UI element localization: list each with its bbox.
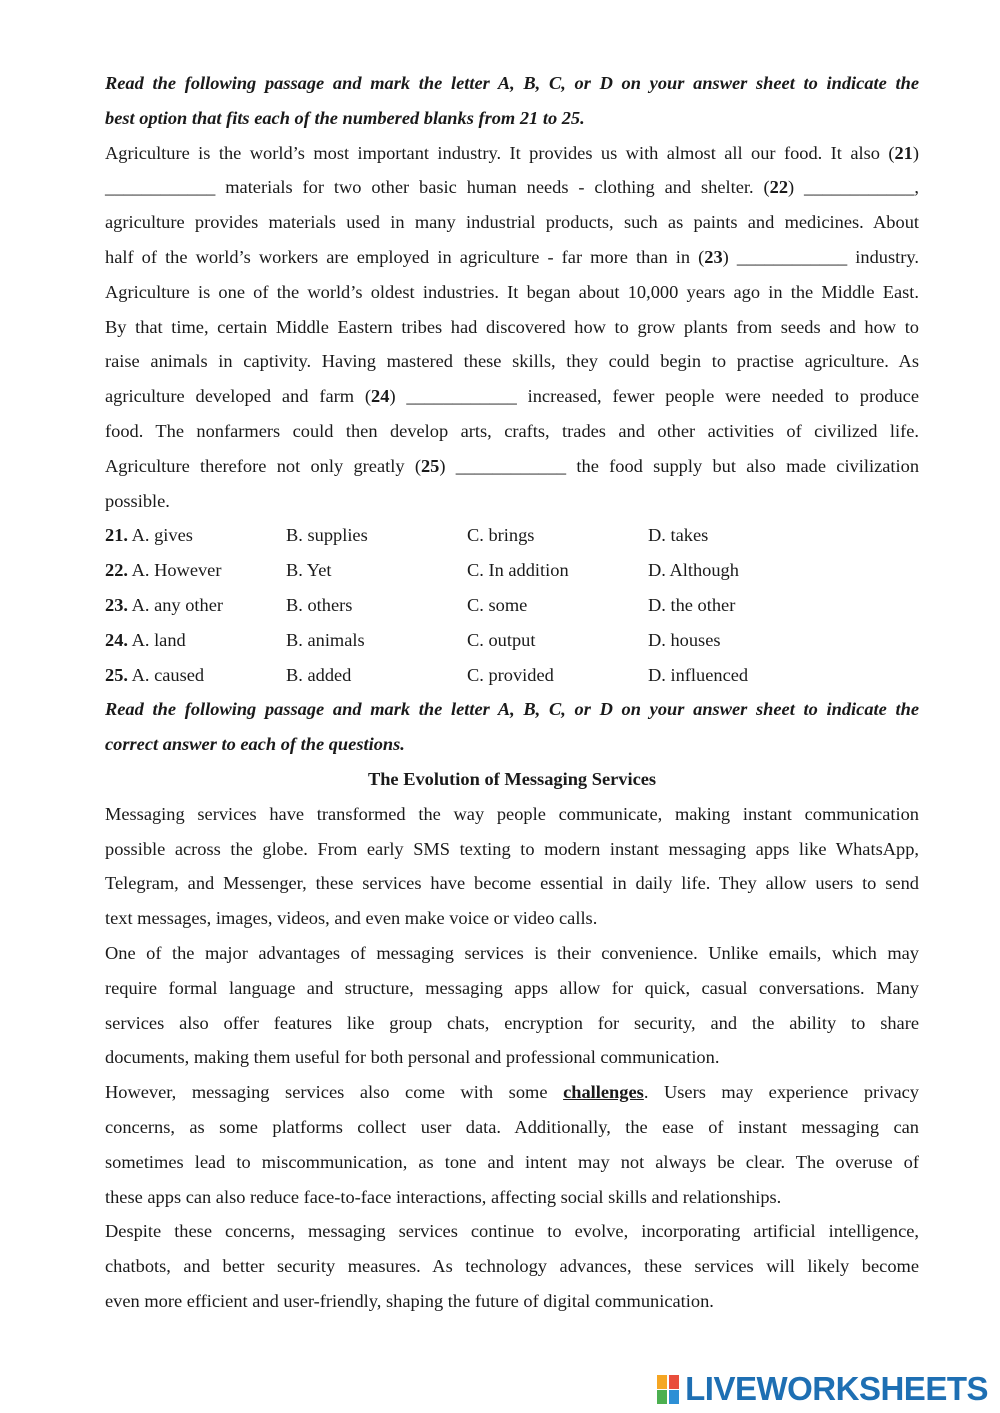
passage-text: possible. <box>105 490 170 511</box>
passage-title: The Evolution of Messaging Services <box>367 768 657 789</box>
question-number: 22. <box>105 560 128 581</box>
option-label: A. any other <box>131 594 224 615</box>
option-d[interactable]: D. influenced <box>648 664 749 685</box>
paragraph-line: Messaging services have transformed the way people communicate, making instant communication <box>105 803 919 824</box>
question-number: 24. <box>105 629 128 650</box>
paragraph-line: concerns, as some platforms collect user data. Additionally, the ease of instant messaging can <box>105 1116 919 1137</box>
passage-text: ) ____________ industry. <box>722 246 919 267</box>
passage-line <box>105 379 919 414</box>
passage-line <box>105 344 919 379</box>
paragraph-3 <box>105 1075 919 1214</box>
option-a[interactable] <box>105 623 286 658</box>
option-a[interactable] <box>105 658 286 693</box>
paragraph-line: services also offer features like group chats, encryption for security, and the ability to share <box>105 1012 919 1033</box>
option-label: A. However <box>131 560 222 581</box>
passage-line <box>105 170 919 205</box>
section2-instruction-line1: Read the following passage and mark the letter A, B, C, or D on your answer sheet to indicate the <box>105 699 919 720</box>
liveworksheets-mark-icon <box>657 1373 681 1405</box>
passage-text: Agriculture is one of the world’s oldest industries. It began about 10,000 years ago in the Middle East. <box>105 281 919 302</box>
question-row <box>105 518 919 553</box>
option-b[interactable]: B. added <box>286 664 352 685</box>
option-a[interactable] <box>105 518 286 553</box>
paragraph-line: sometimes lead to miscommunication, as tone and intent may not always be clear. The overuse of <box>105 1151 919 1172</box>
paragraph-line: text messages, images, videos, and even make voice or video calls. <box>105 908 598 929</box>
passage-line <box>105 414 919 449</box>
option-c[interactable]: C. provided <box>467 664 554 685</box>
option-d[interactable]: D. Although <box>648 560 739 581</box>
passage-text: ____________ materials for two other basic human needs - clothing and shelter. ( <box>105 177 770 198</box>
passage-text: ) ____________ increased, fewer people were needed to produce <box>389 386 919 407</box>
option-a[interactable] <box>105 588 286 623</box>
passage-text: ) <box>912 142 919 163</box>
option-c[interactable]: C. some <box>467 594 528 615</box>
passage-text: By that time, certain Middle Eastern tribes had discovered how to grow plants from seeds and how to <box>105 316 919 337</box>
logo-text: LIVEWORKSHEETS <box>685 1370 988 1407</box>
question-list <box>105 518 919 692</box>
option-b[interactable]: B. supplies <box>286 525 368 546</box>
passage-text: Agriculture is the world’s most important industry. It provides us with almost all our food. It also ( <box>105 142 895 163</box>
blank-number: 21 <box>894 142 913 163</box>
paragraph-line: documents, making them useful for both personal and professional communication. <box>105 1047 720 1068</box>
passage-line <box>105 136 919 171</box>
paragraph-line: require formal language and structure, messaging apps allow for quick, casual conversations. Many <box>105 977 919 998</box>
option-b[interactable]: B. animals <box>286 629 365 650</box>
underlined-word-challenges: challenges <box>563 1082 644 1103</box>
paragraph-line: these apps can also reduce face-to-face interactions, affecting social skills and relationships. <box>105 1186 782 1207</box>
passage-text: half of the world’s workers are employed in agriculture - far more than in ( <box>105 246 705 267</box>
blank-number: 24 <box>371 386 390 407</box>
passage-line <box>105 275 919 310</box>
question-number: 23. <box>105 594 128 615</box>
paragraph-line: possible across the globe. From early SMS texting to modern instant messaging apps like WhatsApp, <box>105 838 919 859</box>
option-d[interactable]: D. takes <box>648 525 709 546</box>
paragraph-line: Despite these concerns, messaging services continue to evolve, incorporating artificial intelligence, <box>105 1221 919 1242</box>
option-b[interactable]: B. others <box>286 594 353 615</box>
passage-text: agriculture provides materials used in many industrial products, such as paints and medicines. About <box>105 212 919 233</box>
passage-text: Agriculture therefore not only greatly ( <box>105 455 421 476</box>
question-number: 21. <box>105 525 128 546</box>
question-row <box>105 623 919 658</box>
section1-instruction-line2: best option that fits each of the numbered blanks from 21 to 25. <box>105 107 585 128</box>
passage-line <box>105 205 919 240</box>
question-row <box>105 588 919 623</box>
passage-agriculture <box>105 136 919 519</box>
liveworksheets-logo <box>657 1370 988 1408</box>
paragraph-line: One of the major advantages of messaging services is their convenience. Unlike emails, which may <box>105 942 919 963</box>
passage-line <box>105 484 919 519</box>
paragraph-2 <box>105 936 919 1075</box>
passage-line <box>105 449 919 484</box>
blank-number: 25 <box>420 455 440 476</box>
passage-line <box>105 240 919 275</box>
paragraph-text: However, messaging services also come with some <box>105 1082 548 1103</box>
option-a[interactable] <box>105 553 286 588</box>
option-c[interactable]: C. output <box>467 629 536 650</box>
passage-text: ) ____________ the food supply but also made civilization <box>439 455 920 476</box>
worksheet-page <box>105 66 919 1319</box>
question-row <box>105 553 919 588</box>
paragraph-line: Telegram, and Messenger, these services have become essential in daily life. They allow users to send <box>105 873 919 894</box>
question-row <box>105 658 919 693</box>
passage-text: agriculture developed and farm ( <box>105 386 372 407</box>
paragraph-4 <box>105 1214 919 1318</box>
passage-text: raise animals in captivity. Having mastered these skills, they could begin to practise agriculture. As <box>105 351 919 372</box>
paragraph-line: even more efficient and user-friendly, shaping the future of digital communication. <box>105 1290 714 1311</box>
question-number: 25. <box>105 664 128 685</box>
option-label: A. gives <box>131 525 193 546</box>
paragraph-line: chatbots, and better security measures. As technology advances, these services will likely become <box>105 1256 919 1277</box>
passage-text: food. The nonfarmers could then develop arts, crafts, trades and other activities of civilized life. <box>105 420 919 441</box>
option-c[interactable]: C. In addition <box>467 560 569 581</box>
paragraph-text: . Users may experience privacy <box>643 1082 920 1103</box>
blank-number: 23 <box>704 246 723 267</box>
passage-text: ) ____________, <box>788 177 919 198</box>
blank-number: 22 <box>769 177 789 198</box>
option-c[interactable]: C. brings <box>467 525 535 546</box>
section1-instruction-line1: Read the following passage and mark the letter A, B, C, or D on your answer sheet to indicate the <box>105 73 919 93</box>
passage-line <box>105 310 919 345</box>
option-label: A. land <box>131 629 186 650</box>
section2-instruction-line2: correct answer to each of the questions. <box>105 734 405 755</box>
option-label: A. caused <box>131 664 205 685</box>
paragraph-line <box>105 1075 919 1110</box>
option-d[interactable]: D. the other <box>648 594 736 615</box>
option-d[interactable]: D. houses <box>648 629 721 650</box>
paragraph-1 <box>105 797 919 936</box>
option-b[interactable]: B. Yet <box>286 560 332 581</box>
